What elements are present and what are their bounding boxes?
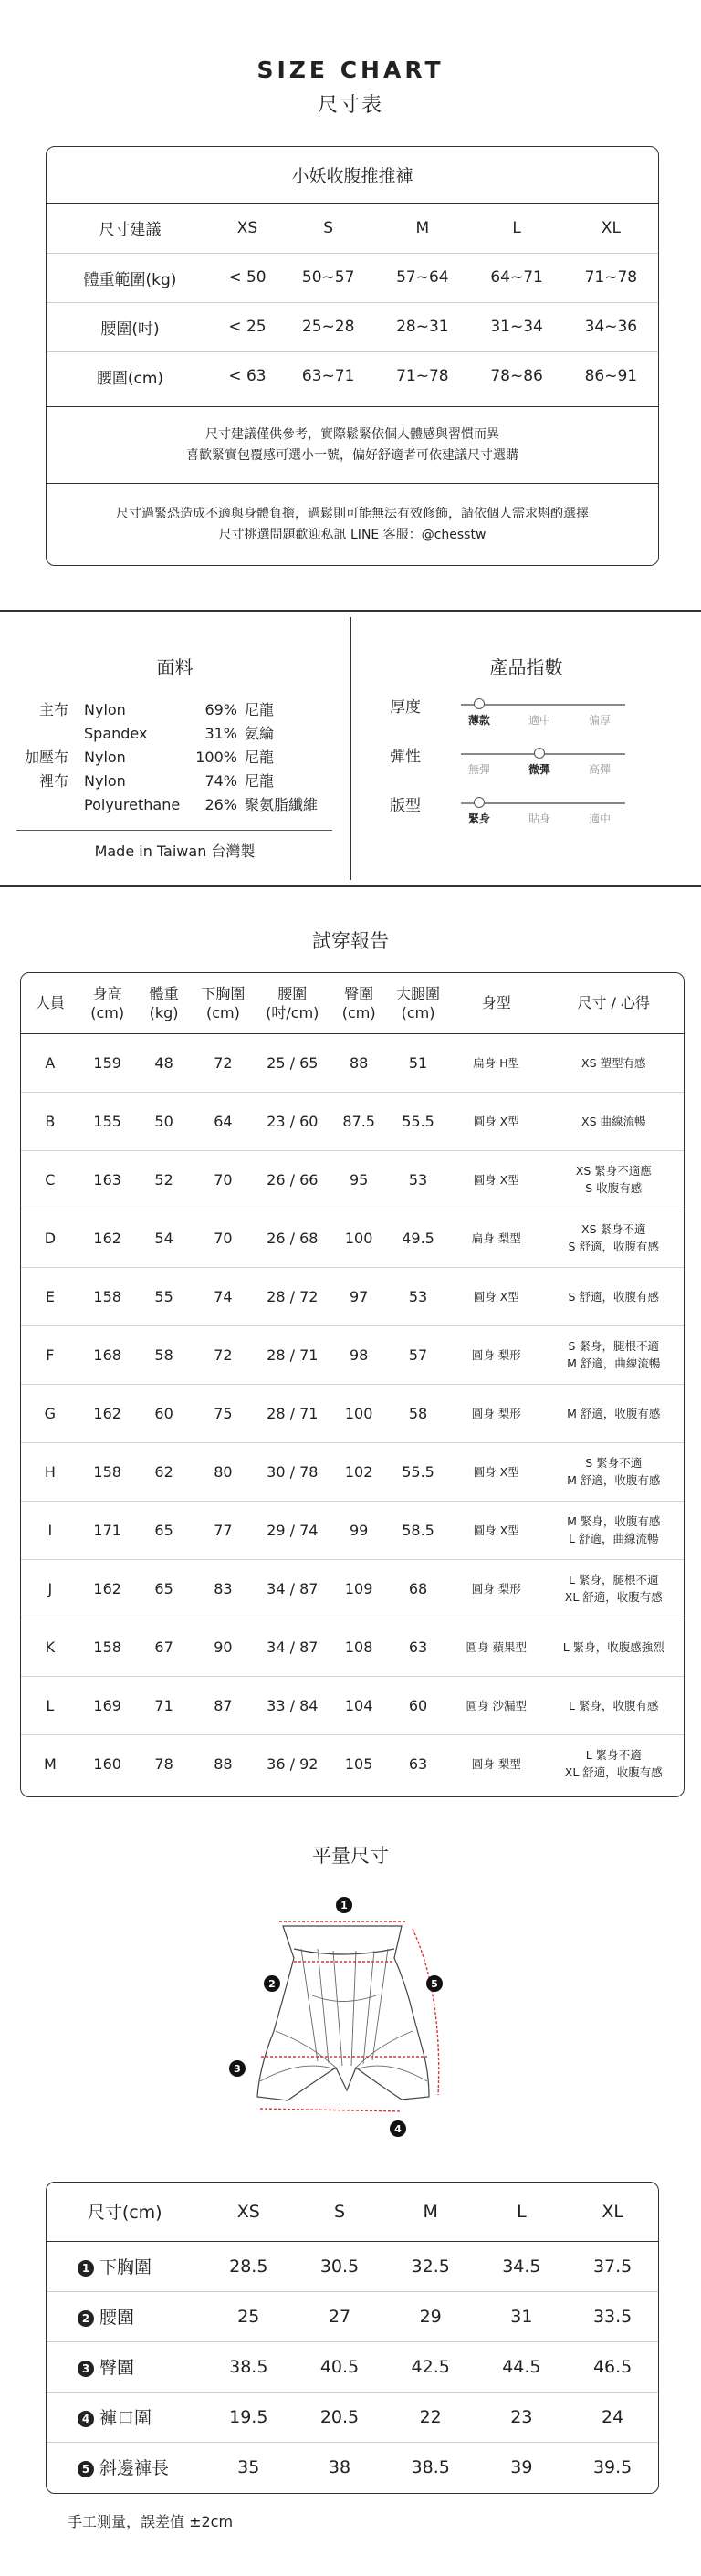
divider — [0, 610, 701, 612]
size-cell: 25~28 — [281, 302, 375, 351]
fabric-percent: 74% — [204, 772, 237, 790]
report-cell: C — [21, 1150, 79, 1209]
size-cell: 腰圍(cm) — [47, 351, 214, 401]
report-cell: 25 / 65 — [267, 1053, 319, 1072]
report-cell: 109 — [330, 1559, 387, 1618]
report-cell: 77 — [193, 1501, 255, 1559]
index-option: 微彈 — [528, 763, 550, 776]
report-cell: 95 — [330, 1150, 387, 1209]
report-cell: L 緊身，腿根不適 XL 舒適，收腹有感 — [544, 1559, 684, 1618]
report-cell: 98 — [330, 1325, 387, 1384]
fabric-material: Polyurethane — [84, 796, 181, 813]
garment-diagram — [219, 1894, 475, 2159]
report-cell: 圓身 梨形 — [449, 1325, 544, 1384]
report-cell: 扁身 梨型 — [449, 1209, 544, 1267]
flat-cell: 38.5 — [385, 2442, 476, 2492]
flat-cell: 40.5 — [294, 2341, 385, 2392]
note-line: 尺寸挑選問題歡迎私訊 LINE 客服：@chesstw — [218, 527, 487, 542]
number-badge: 4 — [78, 2411, 94, 2427]
flat-cell: 27 — [294, 2291, 385, 2341]
report-cell: 33 / 84 — [254, 1676, 330, 1734]
report-cell: K — [21, 1618, 79, 1676]
flat-row-label — [47, 2442, 203, 2492]
report-cell: 23 / 60 — [254, 1092, 330, 1150]
report-cell: 105 — [330, 1734, 387, 1793]
index-marker — [474, 698, 485, 709]
size-cell: 78~86 — [469, 351, 563, 401]
size-cell: 34~36 — [564, 302, 658, 351]
number-badge: 5 — [78, 2461, 94, 2477]
report-cell: 34 / 87 — [254, 1618, 330, 1676]
flat-col-header: S — [294, 2183, 385, 2241]
fitting-report-table — [21, 973, 684, 1793]
flat-cell: 29 — [385, 2291, 476, 2341]
measure-name: 下胸圍 — [99, 2257, 152, 2278]
flat-col-header: M — [385, 2183, 476, 2241]
flat-row-label — [47, 2241, 203, 2291]
flat-header-row — [47, 2183, 658, 2241]
index-option: 薄款 — [467, 714, 490, 727]
fabric-title: 面料 — [156, 656, 194, 678]
report-cell: 100 — [330, 1209, 387, 1267]
report-cell: 158 — [79, 1267, 136, 1325]
size-chart-box — [46, 146, 659, 566]
flat-row — [47, 2241, 658, 2291]
flat-cell: 34.5 — [502, 2256, 541, 2277]
report-cell: 90 — [193, 1618, 255, 1676]
report-cell: 65 — [136, 1559, 193, 1618]
diagram-marker-label: 5 — [431, 1978, 438, 1990]
report-cell: 圓身 蘋果型 — [449, 1618, 544, 1676]
report-cell: 104 — [330, 1676, 387, 1734]
report-cell: L 緊身不適 XL 舒適，收腹有感 — [544, 1734, 684, 1793]
product-name: 小妖收腹推推褲 — [47, 147, 658, 204]
fabric-percent: 31% — [204, 725, 237, 742]
fabric-row — [0, 746, 350, 770]
report-cell: 162 — [79, 1384, 136, 1442]
flat-cell: 37.5 — [592, 2256, 633, 2277]
flat-row-label — [47, 2341, 203, 2392]
report-cell: 83 — [193, 1559, 255, 1618]
fabric-name: 尼龍 — [245, 749, 275, 766]
index-option: 貼身 — [528, 812, 550, 825]
report-cell: 扁身 H型 — [473, 1056, 520, 1070]
fabric-part: 裡布 — [38, 772, 68, 790]
size-cell: 71~78 — [564, 253, 658, 302]
report-cell: 169 — [79, 1676, 136, 1734]
report-cell: D — [21, 1209, 79, 1267]
report-col-header: 臀圍 (cm) — [330, 973, 387, 1033]
diagram-marker-label: 3 — [234, 2063, 241, 2075]
report-cell: 158 — [79, 1442, 136, 1501]
size-note-contact — [47, 483, 658, 565]
report-cell: 圓身 X型 — [449, 1442, 544, 1501]
number-badge: 3 — [78, 2361, 94, 2377]
report-cell: S 緊身不適 M 舒適，收腹有感 — [544, 1442, 684, 1501]
report-title: 試穿報告 — [312, 930, 389, 952]
size-table — [47, 204, 658, 401]
report-cell: 155 — [79, 1092, 136, 1150]
product-index-title: 產品指數 — [489, 656, 563, 678]
divider — [16, 830, 332, 831]
report-row — [21, 1676, 684, 1734]
report-cell: 64 — [193, 1092, 255, 1150]
report-cell: H — [21, 1442, 79, 1501]
report-cell: 圓身 X型 — [449, 1501, 544, 1559]
fabric-material: Nylon — [84, 772, 126, 790]
report-cell: G — [21, 1384, 79, 1442]
report-cell: 圓身 梨型 — [449, 1734, 544, 1793]
report-cell: 87.5 — [330, 1092, 387, 1150]
size-cell: < 63 — [214, 351, 281, 401]
report-col-header: 身高 (cm) — [79, 973, 136, 1033]
index-option: 緊身 — [467, 812, 490, 825]
report-cell: 171 — [79, 1501, 136, 1559]
flat-cell: 33.5 — [567, 2291, 658, 2341]
report-cell: L 緊身，收腹有感 — [544, 1676, 684, 1734]
report-cell: 72 — [193, 1325, 255, 1384]
flat-row-label — [47, 2392, 203, 2442]
fabric-name: 尼龍 — [245, 701, 275, 718]
report-row — [21, 1501, 684, 1559]
fabric-row — [0, 770, 350, 793]
diagram-marker-label: 2 — [268, 1978, 276, 1990]
report-cell: 49.5 — [387, 1209, 449, 1267]
index-marker — [534, 748, 545, 759]
report-cell: 48 — [154, 1053, 173, 1072]
note-line: 尺寸建議僅供參考，實際鬆緊依個人體感與習慣而異 — [205, 426, 499, 442]
fabric-percent: 26% — [204, 796, 237, 813]
index-option: 偏厚 — [588, 714, 611, 727]
report-cell: 63 — [387, 1734, 449, 1793]
page-title-en: SIZE CHART — [256, 57, 445, 83]
fabric-row — [0, 722, 350, 746]
report-cell: 70 — [193, 1209, 255, 1267]
report-cell: 圓身 X型 — [449, 1150, 544, 1209]
size-row — [47, 351, 658, 401]
index-option: 高彈 — [588, 763, 611, 776]
size-cell: 50~57 — [281, 253, 375, 302]
measure-name: 腰圍 — [99, 2308, 135, 2328]
fabric-name: 氨綸 — [245, 725, 275, 742]
report-cell: XS 塑型有感 — [581, 1055, 646, 1070]
report-cell: 88 — [193, 1734, 255, 1793]
size-cell: 31~34 — [469, 302, 563, 351]
report-cell: L — [21, 1676, 79, 1734]
flat-col-header: 尺寸(cm) — [47, 2183, 203, 2241]
flat-cell: 24 — [567, 2392, 658, 2442]
report-col-header: 人員 — [21, 973, 79, 1033]
report-row — [21, 1325, 684, 1384]
fabric-material: Spandex — [84, 725, 148, 742]
flat-cell: 20.5 — [294, 2392, 385, 2442]
report-row — [21, 1442, 684, 1501]
report-cell: 65 — [136, 1501, 193, 1559]
flat-row-label — [47, 2291, 203, 2341]
size-row — [47, 302, 658, 351]
flat-cell: 23 — [476, 2392, 568, 2442]
flat-row — [47, 2442, 658, 2492]
flat-title: 平量尺寸 — [312, 1845, 389, 1867]
report-cell: 53 — [387, 1150, 449, 1209]
size-cell: 57~64 — [375, 253, 469, 302]
report-row — [21, 1267, 684, 1325]
flat-cell: 38 — [294, 2442, 385, 2492]
report-cell: 55.5 — [387, 1442, 449, 1501]
fabric-name: 聚氨脂纖維 — [245, 796, 319, 813]
report-cell: XS 緊身不適應 S 收腹有感 — [544, 1150, 684, 1209]
size-cell: < 25 — [214, 302, 281, 351]
report-cell: 26 / 66 — [254, 1150, 330, 1209]
fabric-name: 尼龍 — [245, 772, 275, 790]
report-cell: A — [45, 1053, 56, 1072]
report-cell: 162 — [79, 1559, 136, 1618]
report-cell: 30 / 78 — [254, 1442, 330, 1501]
report-cell: 53 — [387, 1267, 449, 1325]
fabric-material: Nylon — [84, 749, 126, 766]
flat-cell: 39.5 — [567, 2442, 658, 2492]
size-cell: 體重範圍(kg) — [47, 253, 214, 302]
report-row — [21, 1618, 684, 1676]
report-cell: 75 — [193, 1384, 255, 1442]
report-cell: 26 / 68 — [254, 1209, 330, 1267]
flat-col-header: L — [476, 2183, 568, 2241]
flat-row — [47, 2392, 658, 2442]
flat-size-box — [46, 2182, 659, 2494]
number-badge: 2 — [78, 2310, 94, 2327]
size-cell: 71~78 — [375, 351, 469, 401]
report-cell: XS 曲線流暢 — [544, 1092, 684, 1150]
report-cell: 71 — [136, 1676, 193, 1734]
flat-footnote: 手工測量，誤差值 ±2cm — [68, 2513, 234, 2530]
number-badge: 1 — [78, 2260, 94, 2277]
report-cell: 51 — [408, 1053, 428, 1072]
index-label: 版型 — [390, 797, 421, 815]
report-cell: 62 — [136, 1442, 193, 1501]
size-col-header: S — [323, 218, 334, 237]
report-cell: 圓身 X型 — [449, 1092, 544, 1150]
size-col-header: 尺寸建議 — [99, 221, 162, 240]
note-line: 喜歡緊實包覆感可選小一號，偏好舒適者可依建議尺寸選購 — [186, 447, 518, 463]
size-col-header: XL — [601, 218, 621, 237]
report-cell: 57 — [387, 1325, 449, 1384]
report-cell: 圓身 X型 — [449, 1267, 544, 1325]
size-row — [47, 253, 658, 302]
report-cell: 80 — [193, 1442, 255, 1501]
size-cell: 63~71 — [281, 351, 375, 401]
report-row — [21, 1092, 684, 1150]
size-col-header: M — [415, 218, 430, 237]
report-cell: E — [21, 1267, 79, 1325]
index-option: 適中 — [588, 812, 611, 825]
report-cell: 63 — [387, 1618, 449, 1676]
report-cell: S 緊身，腿根不適 M 舒適，曲線流暢 — [544, 1325, 684, 1384]
report-cell: 50 — [136, 1092, 193, 1150]
report-cell: 34 / 87 — [254, 1559, 330, 1618]
report-cell: I — [21, 1501, 79, 1559]
report-cell: 88 — [349, 1053, 369, 1072]
flat-size-table — [47, 2183, 658, 2492]
flat-col-header: XL — [567, 2183, 658, 2241]
size-col-header: L — [512, 218, 521, 237]
report-cell: M 緊身，收腹有感 L 舒適，曲線流暢 — [544, 1501, 684, 1559]
report-cell: M 舒適，收腹有感 — [544, 1384, 684, 1442]
report-cell: 87 — [193, 1676, 255, 1734]
report-col-header: 體重 (kg) — [136, 973, 193, 1033]
report-cell: 68 — [387, 1559, 449, 1618]
report-cell: S 舒適，收腹有感 — [544, 1267, 684, 1325]
index-track — [461, 802, 625, 804]
report-cell: 60 — [136, 1384, 193, 1442]
flat-cell: 39 — [476, 2442, 568, 2492]
diagram-marker-label: 1 — [340, 1900, 348, 1911]
report-cell: 100 — [330, 1384, 387, 1442]
report-cell: 58 — [136, 1325, 193, 1384]
note-line: 尺寸過緊恐造成不適與身體負擔，過鬆則可能無法有效修飾，請依個人需求斟酌選擇 — [116, 506, 589, 521]
size-header-row — [47, 204, 658, 253]
report-col-header: 下胸圍 (cm) — [193, 973, 255, 1033]
report-cell: L 緊身，收腹感強烈 — [544, 1618, 684, 1676]
report-col-header: 大腿圍 (cm) — [387, 973, 449, 1033]
report-row — [21, 1384, 684, 1442]
report-cell: 159 — [93, 1053, 121, 1072]
size-cell: 64~71 — [469, 253, 563, 302]
report-cell: 102 — [330, 1442, 387, 1501]
report-cell: 78 — [136, 1734, 193, 1793]
report-col-header: 尺寸 / 心得 — [544, 973, 684, 1033]
report-cell: 158 — [79, 1618, 136, 1676]
index-option: 適中 — [528, 714, 550, 727]
index-option: 無彈 — [467, 763, 490, 776]
report-cell: 圓身 梨形 — [449, 1384, 544, 1442]
report-col-header: 身型 — [449, 973, 544, 1033]
report-cell: 55 — [136, 1267, 193, 1325]
fabric-percent: 100% — [195, 749, 237, 766]
report-cell: 70 — [193, 1150, 255, 1209]
diagram-marker-label: 4 — [394, 2123, 402, 2135]
report-row — [21, 1033, 684, 1092]
report-cell: 36 / 92 — [254, 1734, 330, 1793]
flat-cell: 31 — [476, 2291, 568, 2341]
report-row — [21, 1209, 684, 1267]
report-cell: 67 — [136, 1618, 193, 1676]
report-cell: 圓身 梨形 — [449, 1559, 544, 1618]
size-note-fit — [47, 406, 658, 483]
report-row — [21, 1150, 684, 1209]
flat-cell: 35 — [203, 2442, 294, 2492]
fabric-percent: 69% — [204, 701, 237, 718]
report-row — [21, 1559, 684, 1618]
report-cell: 58 — [387, 1384, 449, 1442]
size-col-header: XS — [236, 218, 258, 237]
flat-cell: 22 — [385, 2392, 476, 2442]
report-cell: 58.5 — [387, 1501, 449, 1559]
flat-cell: 19.5 — [203, 2392, 294, 2442]
report-cell: 97 — [330, 1267, 387, 1325]
flat-cell: 38.5 — [203, 2341, 294, 2392]
report-cell: 163 — [79, 1150, 136, 1209]
report-cell: XS 緊身不適 S 舒適，收腹有感 — [544, 1209, 684, 1267]
measure-name: 褲口圍 — [99, 2408, 152, 2428]
made-in: Made in Taiwan 台灣製 — [94, 843, 256, 860]
measure-name: 臀圍 — [99, 2358, 135, 2378]
flat-cell: 42.5 — [385, 2341, 476, 2392]
fitting-report-box — [20, 972, 685, 1797]
size-cell: < 50 — [214, 253, 281, 302]
report-cell: 108 — [330, 1618, 387, 1676]
flat-row — [47, 2341, 658, 2392]
report-cell: B — [21, 1092, 79, 1150]
flat-cell: 44.5 — [476, 2341, 568, 2392]
report-cell: 圓身 沙漏型 — [449, 1676, 544, 1734]
report-cell: F — [21, 1325, 79, 1384]
page-title-zh: 尺寸表 — [317, 94, 383, 117]
report-cell: 54 — [136, 1209, 193, 1267]
report-cell: 28 / 72 — [254, 1267, 330, 1325]
report-cell: J — [21, 1559, 79, 1618]
measure-name: 斜邊褲長 — [99, 2458, 170, 2479]
report-cell: 60 — [387, 1676, 449, 1734]
size-cell: 86~91 — [564, 351, 658, 401]
fabric-list — [0, 698, 350, 826]
flat-cell: 46.5 — [567, 2341, 658, 2392]
fabric-row — [0, 698, 350, 722]
report-cell: M — [21, 1734, 79, 1793]
index-label: 厚度 — [390, 698, 421, 717]
product-index — [351, 694, 701, 867]
report-cell: 55.5 — [387, 1092, 449, 1150]
report-cell: 28 / 71 — [254, 1384, 330, 1442]
report-cell: 99 — [330, 1501, 387, 1559]
fabric-material: Nylon — [84, 701, 126, 718]
report-row — [21, 1734, 684, 1793]
flat-cell: 25 — [203, 2291, 294, 2341]
report-cell: 74 — [193, 1267, 255, 1325]
flat-cell: 28.5 — [229, 2256, 268, 2277]
report-cell: 28 / 71 — [254, 1325, 330, 1384]
flat-col-header: XS — [203, 2183, 294, 2241]
report-cell: 162 — [79, 1209, 136, 1267]
report-cell: 52 — [136, 1150, 193, 1209]
size-cell: 腰圍(吋) — [47, 302, 214, 351]
report-cell: 72 — [214, 1053, 233, 1072]
flat-cell: 32.5 — [411, 2256, 450, 2277]
flat-cell: 30.5 — [319, 2256, 360, 2277]
flat-row — [47, 2291, 658, 2341]
report-cell: 160 — [79, 1734, 136, 1793]
index-track — [461, 704, 625, 706]
fabric-part: 加壓布 — [24, 749, 68, 766]
fabric-row — [0, 793, 350, 817]
report-cell: 29 / 74 — [254, 1501, 330, 1559]
size-cell: 28~31 — [375, 302, 469, 351]
fabric-part: 主布 — [38, 701, 68, 718]
report-col-header: 腰圍 (吋/cm) — [254, 973, 330, 1033]
divider — [0, 885, 701, 887]
index-marker — [474, 797, 485, 808]
report-cell: 168 — [79, 1325, 136, 1384]
index-label: 彈性 — [390, 748, 421, 766]
